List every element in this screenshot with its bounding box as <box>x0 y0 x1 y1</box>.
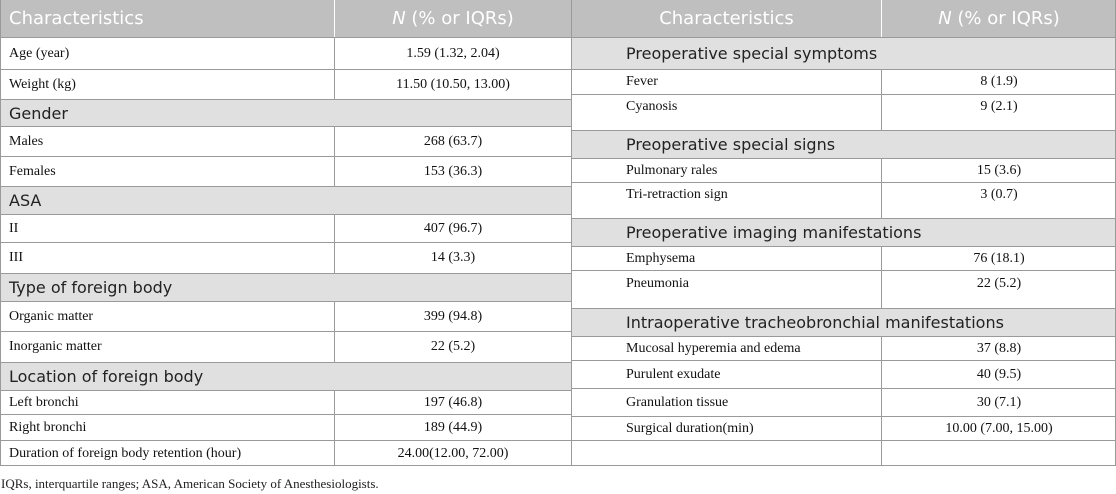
row-value: 76 (18.1) <box>881 247 1116 270</box>
row-value: 24.00(12.00, 72.00) <box>334 441 571 466</box>
row-value: 14 (3.3) <box>334 243 571 273</box>
row-label: Left bronchi <box>9 394 79 410</box>
row-label: Males <box>9 133 44 149</box>
row-value: 22 (5.2) <box>881 271 1116 308</box>
table-row <box>0 214 571 242</box>
row-value: 10.00 (7.00, 15.00) <box>881 417 1116 440</box>
table-row <box>572 336 1116 360</box>
header-n <box>881 0 1116 37</box>
row-label: Females <box>9 163 56 179</box>
section-label: Gender <box>9 103 68 123</box>
table-row <box>0 156 571 186</box>
row-value: 15 (3.6) <box>881 159 1116 182</box>
row-value: 407 (96.7) <box>334 215 571 242</box>
row-value: 11.50 (10.50, 13.00) <box>334 70 571 99</box>
table-row <box>572 182 1116 218</box>
header-n-rest: (% or IQRs) <box>951 8 1060 29</box>
row-value: 3 (0.7) <box>881 183 1116 218</box>
header-n-letter: N <box>938 8 952 29</box>
row-label: Surgical duration(min) <box>626 420 754 436</box>
row-value: 37 (8.8) <box>881 337 1116 360</box>
row-value: 153 (36.3) <box>334 157 571 186</box>
section-row <box>572 218 1116 246</box>
section-label: Type of foreign body <box>9 278 173 297</box>
table-row <box>0 414 571 440</box>
row-value: 399 (94.8) <box>334 302 571 331</box>
row-label: Weight (kg) <box>9 76 76 92</box>
section-row <box>0 362 571 390</box>
header-n-letter: N <box>392 8 406 29</box>
header-row <box>0 0 571 37</box>
table-row <box>0 331 571 362</box>
row-value: 1.59 (1.32, 2.04) <box>334 38 571 69</box>
row-value: 30 (7.1) <box>881 389 1116 416</box>
section-label: Intraoperative tracheobronchial manifestations <box>626 313 1004 332</box>
row-label: Granulation tissue <box>626 394 729 410</box>
table-row <box>0 440 571 466</box>
section-row <box>0 273 571 301</box>
table-row <box>572 246 1116 270</box>
row-value: 268 (63.7) <box>334 127 571 156</box>
table-row <box>0 126 571 156</box>
table-row <box>572 440 1116 466</box>
row-label: Pneumonia <box>626 276 689 291</box>
section-row <box>572 308 1116 336</box>
table-row <box>0 69 571 99</box>
table-border-bottom <box>0 465 1116 466</box>
row-label: Pulmonary rales <box>626 162 718 178</box>
row-label: Emphysema <box>626 250 696 266</box>
row-label: Inorganic matter <box>9 339 102 354</box>
row-label: II <box>9 220 19 236</box>
row-value <box>881 441 1116 466</box>
row-value: 22 (5.2) <box>334 332 571 362</box>
header-characteristics: Characteristics <box>659 8 794 29</box>
header-row <box>572 0 1116 37</box>
table-row <box>572 388 1116 416</box>
row-label: Organic matter <box>9 308 94 324</box>
section-row <box>572 37 1116 69</box>
table-row <box>572 270 1116 308</box>
row-value: 197 (46.8) <box>334 391 571 414</box>
row-label: Tri-retraction sign <box>626 187 728 202</box>
table-row <box>0 37 571 69</box>
row-label: III <box>9 250 23 265</box>
row-value: 40 (9.5) <box>881 361 1116 388</box>
header-n-rest: (% or IQRs) <box>405 8 514 29</box>
section-label: ASA <box>9 191 42 210</box>
table-row <box>0 242 571 273</box>
row-label: Duration of foreign body retention (hour) <box>9 445 242 461</box>
section-row <box>572 130 1116 158</box>
row-label: Cyanosis <box>626 99 678 114</box>
header-n <box>334 0 571 37</box>
table-row <box>572 360 1116 388</box>
table-row <box>572 94 1116 130</box>
section-label: Preoperative special signs <box>626 135 836 154</box>
header-characteristics: Characteristics <box>9 8 144 29</box>
table-row <box>572 69 1116 94</box>
row-value: 8 (1.9) <box>881 70 1116 94</box>
table-row <box>0 301 571 331</box>
table-row <box>0 390 571 414</box>
section-row <box>0 186 571 214</box>
row-label: Right bronchi <box>9 419 87 435</box>
table-border-left <box>0 0 1 466</box>
table-row <box>572 158 1116 182</box>
section-label: Preoperative special symptoms <box>626 44 878 63</box>
section-label: Location of foreign body <box>9 367 204 386</box>
section-row <box>0 99 571 126</box>
row-label: Age (year) <box>9 45 70 61</box>
row-label: Mucosal hyperemia and edema <box>626 340 801 356</box>
panel-divider <box>571 0 572 466</box>
table-footnote: IQRs, interquartile ranges; ASA, American Society of Anesthesiologists. <box>1 476 379 491</box>
row-label: Fever <box>626 74 658 89</box>
row-label <box>572 441 881 466</box>
table-row <box>572 416 1116 440</box>
row-value: 189 (44.9) <box>334 415 571 440</box>
section-label: Preoperative imaging manifestations <box>626 223 922 242</box>
row-value: 9 (2.1) <box>881 95 1116 130</box>
row-label: Purulent exudate <box>626 366 721 382</box>
